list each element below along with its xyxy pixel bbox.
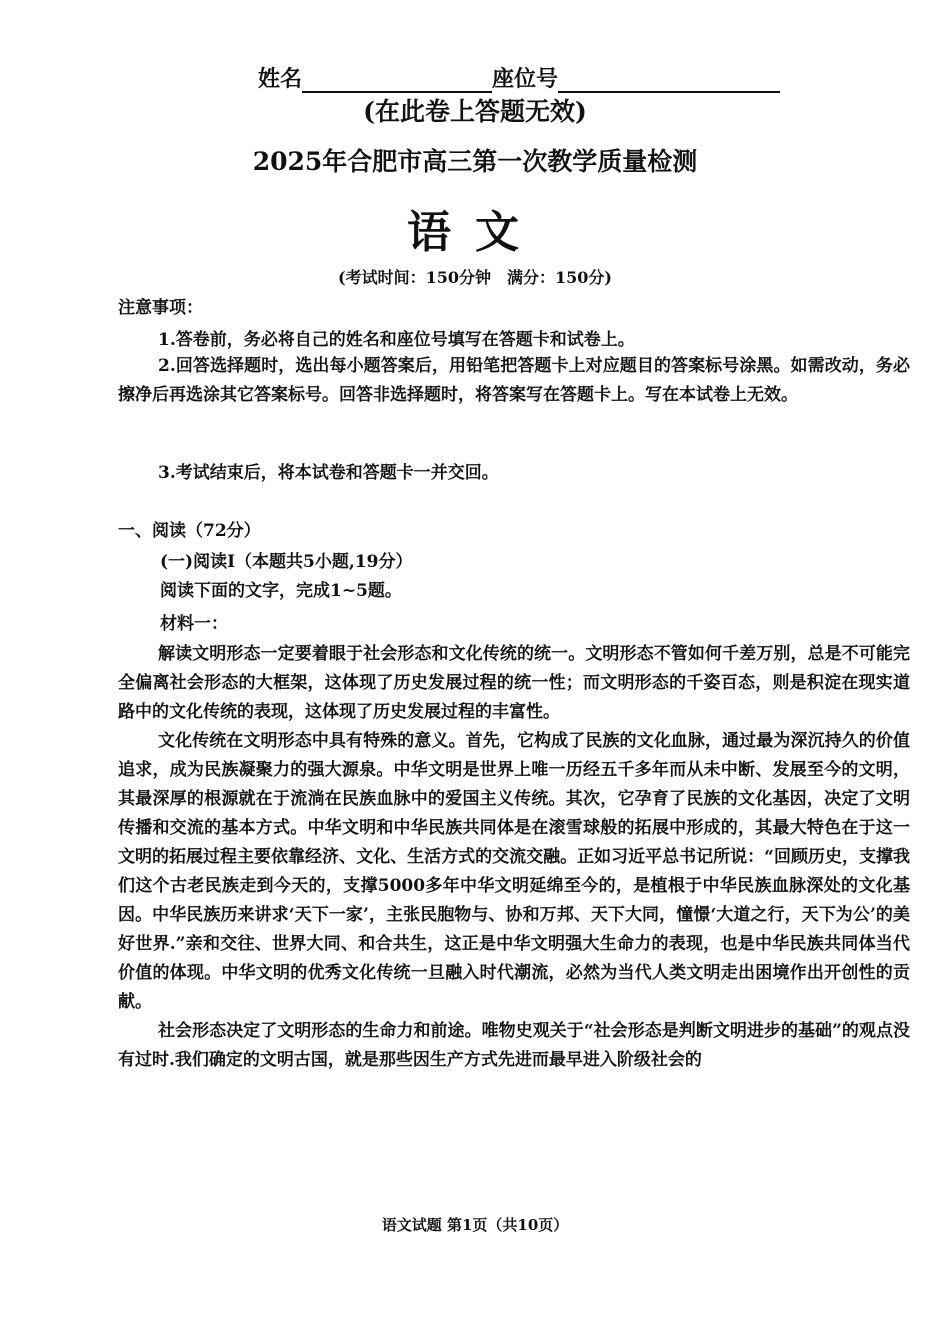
name-seat-line: [258, 62, 780, 93]
subject-title: 语文: [407, 207, 543, 258]
name-label: 姓名: [258, 66, 303, 92]
material-label: 材料一：: [160, 614, 228, 634]
note-item-1: 1.答卷前，务必将自己的姓名和座位号填写在答题卡和试卷上。: [158, 330, 635, 350]
passage-paragraph-1: 解读文明形态一定要着眼于社会形态和文化传统的统一。文明形态不管如何千差万别，总是不可能完全偏离社会形态的大框架，这体现了历史发展过程的统一性；而文明形态的千姿百态，则是积淀在现实道路中的文化传统的表现，这体现了历史发展过程的丰富性。: [118, 644, 910, 722]
passage: [118, 640, 910, 1075]
passage-paragraph-2: 文化传统在文明形态中具有特殊的意义。首先，它构成了民族的文化血脉，通过最为深沉持久的价值追求，成为民族凝聚力的强大源泉。中华文明是世界上唯一历经五千多年而从未中断、发展至今的文明，其最深厚的根源就在于流淌在民族血脉中的爱国主义传统。其次，它孕育了民族的文化基因，决定了文明传播和交流的基本方式。中华文明和中华民族共同体是在滚雪球般的拓展中形成的，其最大特色在于这一文明的拓展过程主要依靠经济、文化、生活方式的交流交融。正如习近平总书记所说：“回顾历史，支撑我们这个古老民族走到今天的，支撑5000多年中华文明延绵至今的，是植根于中华民族血脉深处的文化基因。中华民族历来讲求‘天下一家’，主张民胞物与、协和万邦、天下大同，憧憬‘大道之行，天下为公’的美好世界.”亲和交往、世界大同、和合共生，这正是中华文明强大生命力的表现，也是中华民族共同体当代价值的体现。中华文明的优秀文化传统一旦融入时代潮流，必然为当代人类文明走出困境作出开创性的贡献。: [118, 731, 910, 1012]
note-item-2: 2.回答选择题时，选出每小题答案后，用铅笔把答题卡上对应题目的答案标号涂黑。如需改动，务必擦净后再选涂其它答案标号。回答非选择题时，将答案写在答题卡上。写在本试卷上无效。: [118, 356, 910, 405]
section-heading: 一、阅读（72分）: [118, 521, 261, 541]
name-blank: [302, 65, 492, 93]
section-instruction: 阅读下面的文字，完成1~5题。: [160, 581, 402, 601]
passage-paragraph-3: 社会形态决定了文明形态的生命力和前途。唯物史观关于“社会形态是判断文明进步的基础”的观点没有过时.我们确定的文明古国，就是那些因生产方式先进而最早进入阶级社会的: [118, 1021, 910, 1070]
seat-label: 座位号: [492, 66, 559, 92]
section-subheading: (一)阅读Ⅰ（本题共5小题,19分）: [160, 552, 413, 572]
page-footer: 语文试题 第1页（共10页）: [381, 1216, 569, 1234]
seat-blank: [558, 65, 780, 93]
invalid-note: (在此卷上答题无效): [363, 97, 587, 126]
notes-heading: 注意事项：: [118, 298, 203, 318]
time-info: (考试时间：150分钟 满分：150分): [338, 268, 612, 287]
exam-title: 2025年合肥市高三第一次教学质量检测: [252, 147, 698, 176]
note-item-3: 3.考试结束后，将本试卷和答题卡一并交回。: [158, 463, 499, 483]
